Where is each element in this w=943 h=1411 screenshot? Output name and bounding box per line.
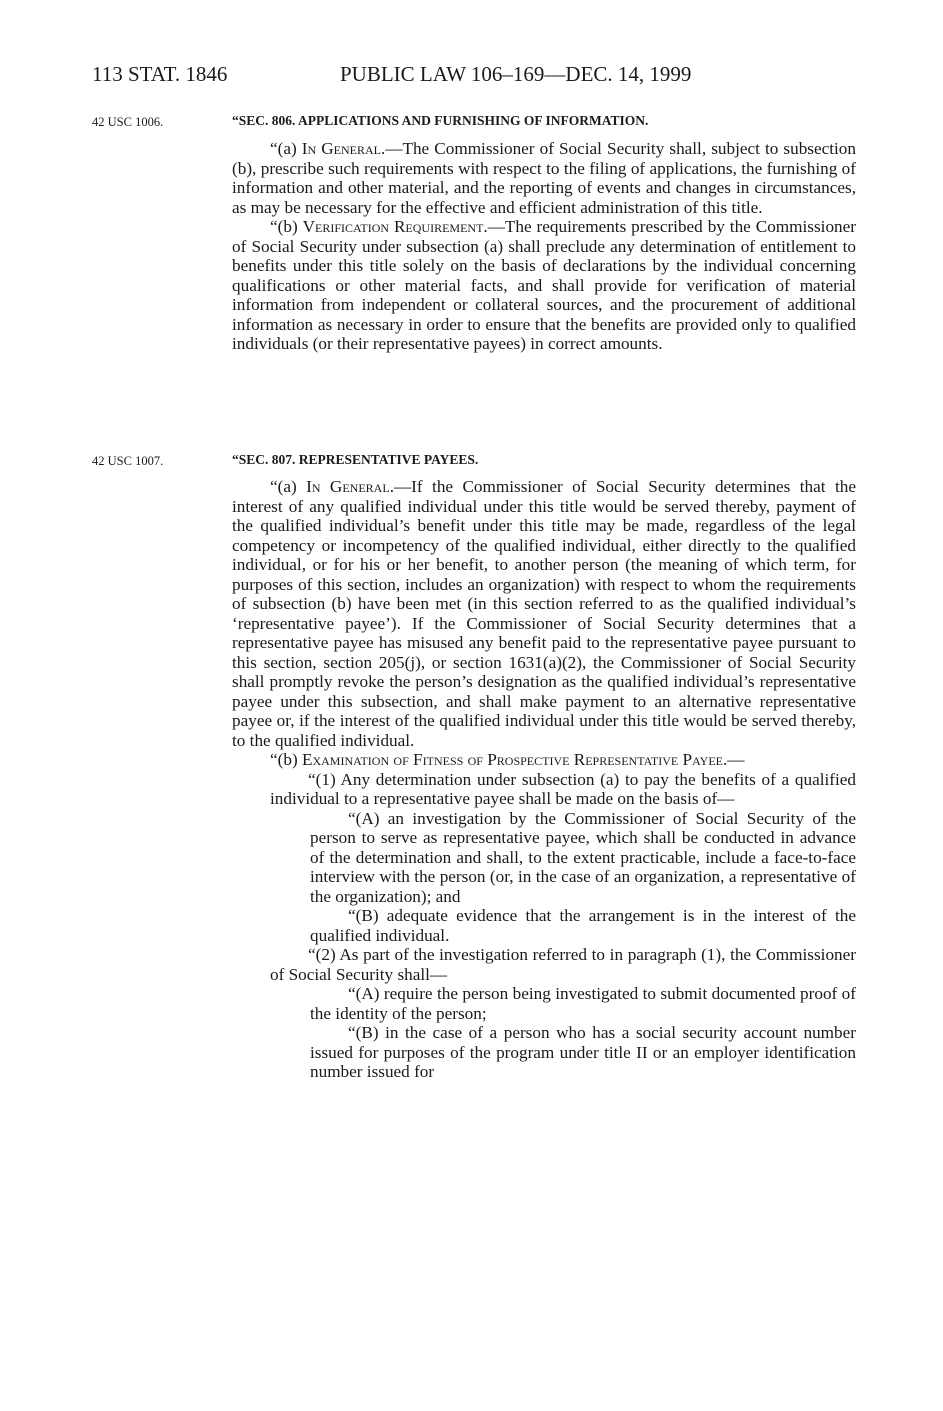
subsection-806-a: “(a) In General.—The Commissioner of Social Security shall, subject to subsection (b), prescribe such requirements with respect to the filing of applications, the furnishing of information and other material, and the reporting of events and changes in circumstances, as may be necessary for the effective and efficient administration of this title. (232, 139, 856, 217)
subparagraph-807-b-1-A: “(A) an investigation by the Commissioner of Social Security of the person to serve as representative payee, which shall be conducted in advance of the determination and shall, to the extent practicable, include a face-to-face interview with the person (or, in the case of an organization, a representative of the organization); and (310, 808, 856, 906)
statute-page-number: 113 STAT. 1846 (92, 62, 228, 86)
section-807-heading: “SEC. 807. REPRESENTATIVE PAYEES. (232, 452, 479, 467)
subparagraph-807-b-2-A: “(A) require the person being investigated to submit documented proof of the identity of the person; (310, 984, 856, 1023)
subparagraph-807-b-1-B: “(B) adequate evidence that the arrangement is in the interest of the qualified individual. (310, 906, 856, 945)
subsection-807-b: “(b) Examination of Fitness of Prospective Representative Payee.— (270, 750, 745, 769)
subsection-807-a-title: In General (306, 477, 390, 496)
margin-citation-1007: 42 USC 1007. (92, 454, 164, 468)
public-law-citation: PUBLIC LAW 106–169—DEC. 14, 1999 (340, 62, 692, 86)
section-806-body (232, 139, 856, 354)
subsection-806-b-title: Verification Requirement (302, 217, 484, 236)
section-807-body (232, 477, 856, 1082)
margin-citation-1006: 42 USC 1006. (92, 115, 164, 129)
subsection-806-b: “(b) Verification Requirement.—The requirements prescribed by the Commissioner of Social Security under subsection (a) shall preclude any determination of entitlement to benefits under this title solely on the basis of declarations by the individual concerning qualifications or other material facts, and shall provide for verification of material information from independent or collateral sources, and the procurement of additional information as necessary in order to ensure that the benefits are provided only to qualified individuals (or their representative payees) in correct amounts. (232, 217, 856, 353)
subparagraph-807-b-2-B: “(B) in the case of a person who has a social security account number issued for purposes of the program under title II or an employer identification number issued for (310, 1023, 856, 1081)
paragraph-807-b-1: “(1) Any determination under subsection (a) to pay the benefits of a qualified individual to a representative payee shall be made on the basis of— (270, 769, 856, 808)
subsection-806-a-title: In General (301, 139, 381, 158)
subsection-807-a: “(a) In General.—If the Commissioner of Social Security determines that the interest of any qualified individual under this title would be served thereby, payment of the qualified individual’s benefit under this title may be made, regardless of the legal competency or incompetency of the qualified individual, either directly to the qualified individual, or for his or her benefit, to another person (the meaning of which term, for purposes of this section, includes an organization) with respect to whom the requirements of subsection (b) have been met (in this section referred to as the qualified individual’s ‘representative payee’). If the Commissioner of Social Security determines that a representative payee has misused any benefit paid to the representative payee pursuant to this section, section 205(j), or section 1631(a)(2), the Commissioner of Social Security shall promptly revoke the person’s designation as the qualified individual’s representative payee under this subsection, and shall make payment to an alternative representative payee or, if the interest of the qualified individual under this title would be served thereby, to the qualified individual. (232, 477, 856, 750)
section-806-heading: “SEC. 806. APPLICATIONS AND FURNISHING OF INFORMATION. (232, 113, 649, 128)
subsection-807-b-title: Examination of Fitness of Prospective Representative Payee (301, 750, 723, 769)
paragraph-807-b-2: “(2) As part of the investigation referred to in paragraph (1), the Commissioner of Social Security shall— (270, 945, 856, 984)
